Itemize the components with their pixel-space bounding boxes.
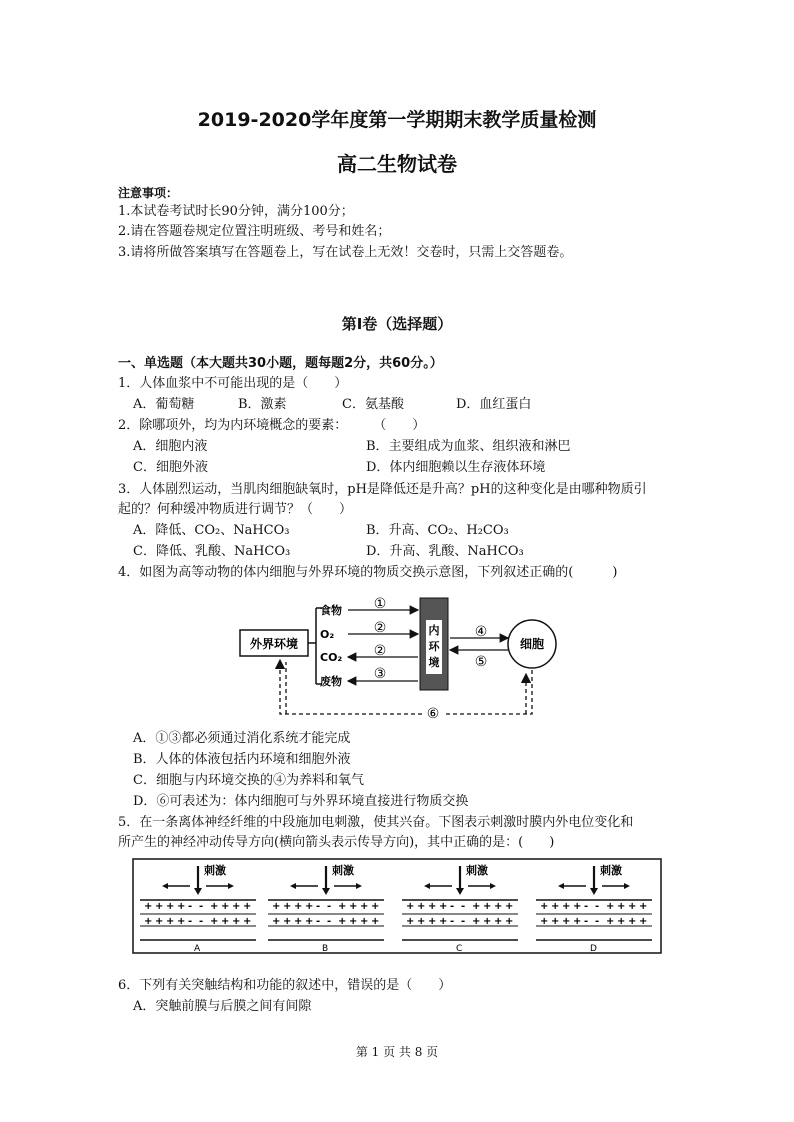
charge-sign: + (617, 916, 626, 927)
num-2b: ② (373, 643, 387, 659)
note-item-1: 1.本试卷考试时长90分钟，满分100分； (118, 204, 354, 219)
nerve-diagram (132, 858, 662, 954)
charge-sign: + (294, 916, 303, 927)
q2-option-b: B．主要组成为血浆、组织液和淋巴 (366, 439, 571, 454)
charge-sign: + (243, 916, 252, 927)
charge-sign: - (316, 901, 321, 912)
charge-sign: + (210, 901, 219, 912)
q1-stem: 1．人体血浆中不可能出现的是（ ） (118, 376, 348, 391)
charge-sign: - (450, 901, 455, 912)
charge-sign: + (349, 901, 358, 912)
charge-sign: - (450, 916, 455, 927)
charge-sign: + (283, 916, 292, 927)
charge-sign: - (188, 916, 193, 927)
q3-stem-line2: 起的？何种缓冲物质进行调节？（ ） (118, 502, 353, 517)
charge-sign: + (439, 916, 448, 927)
q2-option-d: D．体内细胞赖以生存液体环境 (366, 460, 546, 475)
q5-stem-line1: 5．在一条离体神经纤维的中段施加电刺激，使其兴奋。下图表示刺激时膜内外电位变化和 (118, 815, 634, 830)
charge-sign: - (188, 901, 193, 912)
q1-option-c: C．氨基酸 (342, 397, 404, 412)
label-co2: CO₂ (320, 651, 343, 664)
q3-option-d: D．升高、乳酸、NaHCO₃ (366, 544, 524, 559)
label-food: 食物 (320, 604, 342, 617)
panel-label: A (194, 944, 201, 954)
q2-option-c: C．细胞外液 (133, 460, 208, 475)
charge-sign: + (210, 916, 219, 927)
bracket (308, 608, 322, 684)
charge-sign: - (461, 901, 466, 912)
q2-option-a: A．细胞内液 (133, 439, 208, 454)
charge-sign: + (551, 901, 560, 912)
stimulus-label: 刺激 (332, 864, 354, 877)
charge-sign: + (232, 901, 241, 912)
charge-sign: - (199, 916, 204, 927)
charge-sign: + (338, 901, 347, 912)
q3-option-c: C．降低、乳酸、NaHCO₃ (133, 544, 291, 559)
exam-title: 2019-2020学年度第一学期期末教学质量检测 (197, 109, 597, 131)
charge-sign: + (628, 916, 637, 927)
charge-sign: + (338, 916, 347, 927)
part-title: 一、单选题（本大题共30小题，题每题2分，共60分。） (118, 356, 443, 371)
q1-option-b: B．激素 (238, 397, 287, 412)
charge-sign: + (177, 916, 186, 927)
panel-label: D (590, 944, 597, 954)
charge-sign: - (199, 901, 204, 912)
stimulus-label: 刺激 (204, 864, 226, 877)
charge-sign: + (349, 916, 358, 927)
charge-sign: + (562, 901, 571, 912)
q1-option-d: D．血红蛋白 (456, 397, 532, 412)
charge-sign: - (595, 916, 600, 927)
charge-sign: + (606, 916, 615, 927)
charge-sign: + (562, 916, 571, 927)
charge-sign: + (243, 901, 252, 912)
stimulus-label: 刺激 (600, 864, 622, 877)
charge-sign: + (155, 916, 164, 927)
charge-sign: + (155, 901, 164, 912)
charge-sign: + (166, 916, 175, 927)
charge-sign: - (595, 901, 600, 912)
q4-option-b: B．人体的体液包括内环境和细胞外液 (133, 752, 351, 767)
charge-sign: + (177, 901, 186, 912)
num-5: ⑤ (474, 654, 488, 670)
charge-sign: + (428, 901, 437, 912)
num-6: ⑥ (426, 706, 440, 722)
charge-sign: + (417, 916, 426, 927)
charge-sign: + (371, 916, 380, 927)
q3-option-b: B．升高、CO₂、H₂CO₃ (366, 523, 509, 538)
q3-option-a: A．降低、CO₂、NaHCO₃ (133, 523, 290, 538)
exchange-diagram (230, 590, 560, 722)
inner-env-char-1: 内 (428, 624, 440, 637)
charge-sign: + (144, 901, 153, 912)
charge-sign: + (617, 901, 626, 912)
inner-env-char-2: 环 (428, 640, 440, 653)
q5-stem-line2: 所产生的神经冲动传导方向(横向箭头表示传导方向)，其中正确的是：( ) (118, 835, 555, 850)
q2-stem: 2．除哪项外，均为内环境概念的要素： （ ） (118, 418, 426, 433)
charge-sign: + (406, 901, 415, 912)
note-item-2: 2.请在答题卷规定位置注明班级、考号和姓名； (118, 224, 391, 239)
exam-subtitle: 高二生物试卷 (337, 152, 457, 176)
num-3: ③ (373, 666, 387, 682)
charge-sign: + (628, 901, 637, 912)
num-4: ④ (474, 624, 488, 640)
q3-stem-line1: 3．人体剧烈运动，当肌肉细胞缺氧时，pH是降低还是升高？pH的这种变化是由哪种物质引 (118, 482, 647, 497)
charge-sign: + (639, 916, 648, 927)
q4-option-a: A．①③都必须通过消化系统才能完成 (133, 731, 351, 746)
charge-sign: - (461, 916, 466, 927)
charge-sign: + (472, 916, 481, 927)
q1-option-a: A．葡萄糖 (133, 397, 195, 412)
charge-sign: + (360, 901, 369, 912)
charge-sign: + (472, 901, 481, 912)
charge-sign: + (272, 901, 281, 912)
charge-sign: + (166, 901, 175, 912)
charge-sign: + (483, 916, 492, 927)
charge-sign: + (428, 916, 437, 927)
charge-sign: - (584, 916, 589, 927)
charge-sign: + (573, 916, 582, 927)
label-o2: O₂ (320, 628, 335, 641)
inner-env-char-3: 境 (428, 656, 440, 669)
charge-sign: + (483, 901, 492, 912)
charge-sign: + (305, 901, 314, 912)
charge-sign: + (221, 901, 230, 912)
page-footer: 第 1 页 共 8 页 (355, 1045, 439, 1059)
charge-sign: + (505, 901, 514, 912)
charge-sign: + (406, 916, 415, 927)
charge-sign: + (540, 901, 549, 912)
charge-sign: + (573, 901, 582, 912)
charge-sign: - (316, 916, 321, 927)
charge-sign: + (417, 901, 426, 912)
outer-env-label: 外界环境 (249, 637, 299, 651)
section-title: 第Ⅰ卷（选择题） (341, 315, 453, 333)
cell-label: 细胞 (519, 637, 545, 651)
note-item-3: 3.请将所做答案填写在答题卷上，写在试卷上无效！交卷时，只需上交答题卷。 (118, 245, 573, 260)
charge-sign: + (606, 901, 615, 912)
charge-sign: + (221, 916, 230, 927)
charge-sign: + (272, 916, 281, 927)
panel-label: B (322, 944, 329, 954)
charge-sign: - (584, 901, 589, 912)
q6-stem: 6．下列有关突触结构和功能的叙述中，错误的是（ ） (118, 978, 452, 993)
num-1: ① (373, 596, 387, 612)
q4-option-c: C．细胞与内环境交换的④为养料和氧气 (133, 773, 364, 788)
charge-sign: + (294, 901, 303, 912)
charge-sign: + (283, 901, 292, 912)
charge-sign: + (540, 916, 549, 927)
stimulus-label: 刺激 (466, 864, 488, 877)
charge-sign: + (144, 916, 153, 927)
charge-sign: + (551, 916, 560, 927)
charge-sign: + (305, 916, 314, 927)
num-2a: ② (373, 620, 387, 636)
q6-option-a: A．突触前膜与后膜之间有间隙 (133, 999, 312, 1014)
dashed-loop (280, 660, 532, 714)
notes-heading: 注意事项： (118, 186, 179, 200)
charge-sign: + (360, 916, 369, 927)
charge-sign: - (327, 916, 332, 927)
charge-sign: + (505, 916, 514, 927)
charge-sign: + (639, 901, 648, 912)
panel-label: C (456, 944, 463, 954)
charge-sign: + (439, 901, 448, 912)
charge-sign: + (371, 901, 380, 912)
charge-sign: + (494, 901, 503, 912)
label-waste: 废物 (320, 675, 342, 688)
q4-option-d: D．⑥可表述为：体内细胞可与外界环境直接进行物质交换 (133, 794, 469, 809)
charge-sign: - (327, 901, 332, 912)
charge-sign: + (232, 916, 241, 927)
charge-sign: + (494, 916, 503, 927)
q4-stem: 4．如图为高等动物的体内细胞与外界环境的物质交换示意图，下列叙述正确的( ) (118, 565, 618, 580)
